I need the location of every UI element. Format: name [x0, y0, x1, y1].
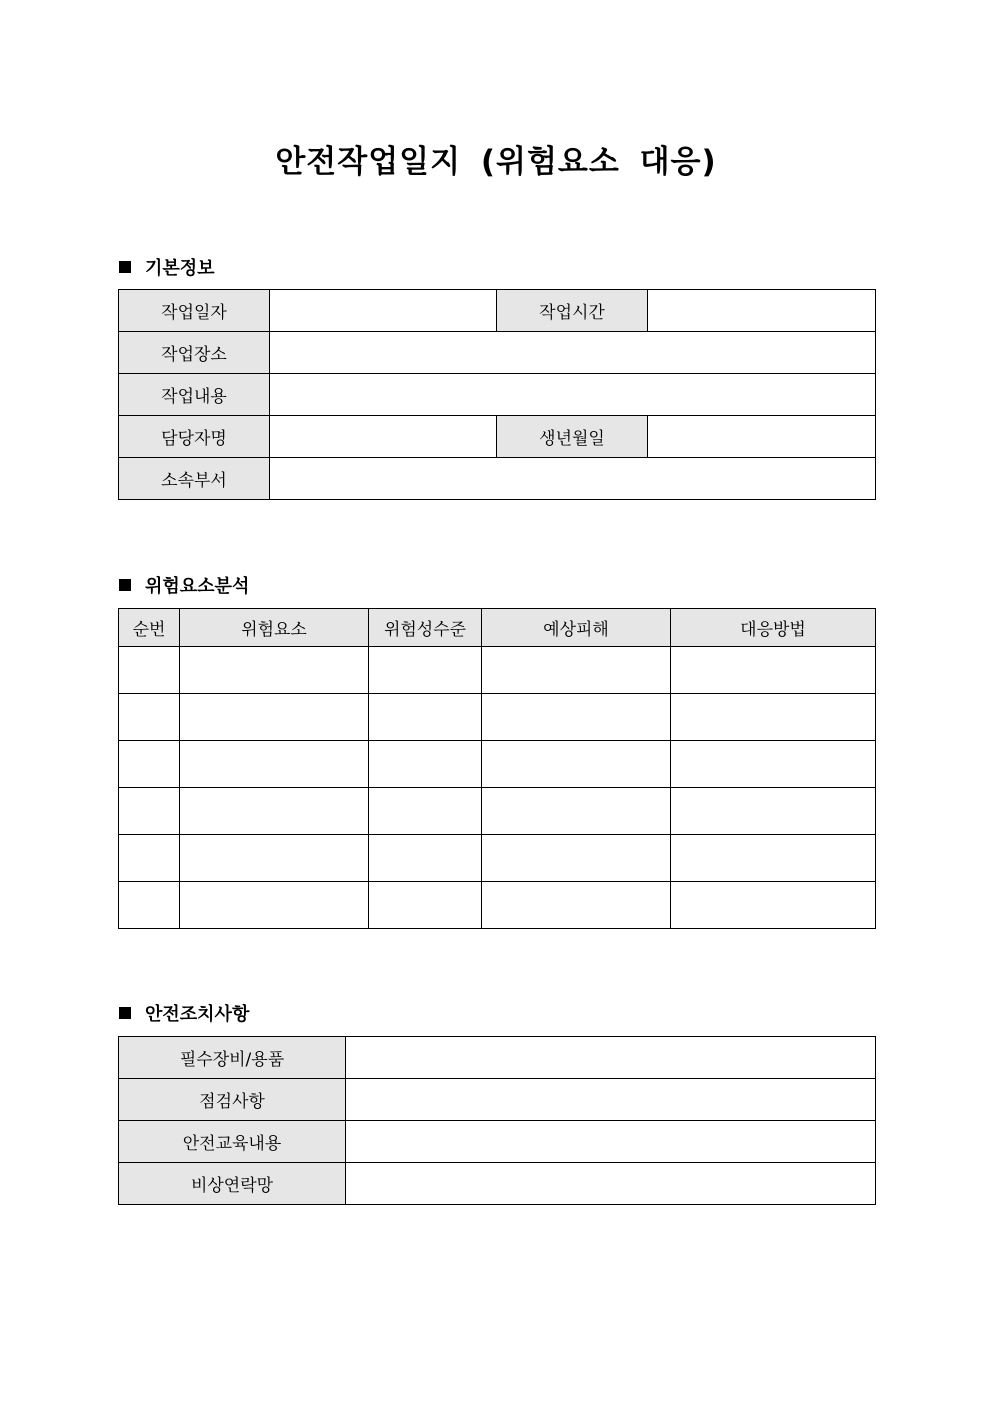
section-heading-hazard: [119, 572, 249, 598]
work-content-label: 작업내용: [119, 374, 270, 416]
table-cell[interactable]: [671, 694, 876, 741]
work-date-field[interactable]: [270, 290, 497, 332]
table-cell[interactable]: [671, 835, 876, 882]
square-bullet-icon: [119, 579, 131, 591]
table-cell[interactable]: [482, 788, 671, 835]
table-cell[interactable]: [369, 647, 482, 694]
table-header-row: [119, 609, 876, 647]
section-heading-basic: [119, 254, 215, 280]
table-cell[interactable]: [119, 835, 180, 882]
work-place-field[interactable]: [270, 332, 876, 374]
table-cell[interactable]: [482, 835, 671, 882]
table-cell[interactable]: [482, 882, 671, 929]
table-cell[interactable]: [671, 647, 876, 694]
table-cell[interactable]: [180, 788, 369, 835]
table-cell[interactable]: [180, 647, 369, 694]
required-equipment-label: 필수장비/용품: [119, 1037, 346, 1079]
department-label: 소속부서: [119, 458, 270, 500]
table-row: [119, 788, 876, 835]
table-row: [119, 882, 876, 929]
table-row: [119, 741, 876, 788]
table-cell[interactable]: [482, 694, 671, 741]
work-time-label: 작업시간: [497, 290, 648, 332]
table-cell[interactable]: [119, 647, 180, 694]
square-bullet-icon: [119, 1007, 131, 1019]
table-row: [119, 1163, 876, 1205]
column-header-response: 대응방법: [671, 609, 876, 647]
table-cell[interactable]: [180, 741, 369, 788]
emergency-contact-field[interactable]: [346, 1163, 876, 1205]
page-title: 안전작업일지 (위험요소 대응): [275, 144, 717, 180]
table-cell[interactable]: [119, 741, 180, 788]
section-heading-label: 안전조치사항: [145, 1004, 250, 1025]
safety-training-field[interactable]: [346, 1121, 876, 1163]
column-header-risk-level: 위험성수준: [369, 609, 482, 647]
column-header-expected-damage: 예상피해: [482, 609, 671, 647]
table-row: [119, 1037, 876, 1079]
table-cell[interactable]: [119, 882, 180, 929]
table-cell[interactable]: [119, 694, 180, 741]
safety-measures-table: [118, 1036, 876, 1205]
section-heading-label: 기본정보: [145, 258, 215, 279]
inspection-items-label: 점검사항: [119, 1079, 346, 1121]
safety-training-label: 안전교육내용: [119, 1121, 346, 1163]
table-cell[interactable]: [369, 694, 482, 741]
work-time-field[interactable]: [648, 290, 876, 332]
required-equipment-field[interactable]: [346, 1037, 876, 1079]
table-cell[interactable]: [671, 788, 876, 835]
basic-info-table: [118, 289, 876, 500]
table-row: [119, 290, 876, 332]
birth-date-field[interactable]: [648, 416, 876, 458]
column-header-no: 순번: [119, 609, 180, 647]
table-row: [119, 1079, 876, 1121]
table-cell[interactable]: [119, 788, 180, 835]
table-cell[interactable]: [671, 741, 876, 788]
table-row: [119, 647, 876, 694]
birth-date-label: 생년월일: [497, 416, 648, 458]
person-in-charge-field[interactable]: [270, 416, 497, 458]
inspection-items-field[interactable]: [346, 1079, 876, 1121]
table-cell[interactable]: [369, 882, 482, 929]
table-cell[interactable]: [369, 741, 482, 788]
table-cell[interactable]: [180, 835, 369, 882]
table-row: [119, 835, 876, 882]
column-header-hazard: 위험요소: [180, 609, 369, 647]
table-cell[interactable]: [369, 835, 482, 882]
person-in-charge-label: 담당자명: [119, 416, 270, 458]
table-cell[interactable]: [369, 788, 482, 835]
section-heading-measures: [119, 1000, 249, 1026]
work-place-label: 작업장소: [119, 332, 270, 374]
table-row: [119, 374, 876, 416]
table-cell[interactable]: [180, 882, 369, 929]
table-row: [119, 458, 876, 500]
table-cell[interactable]: [482, 647, 671, 694]
section-heading-label: 위험요소분석: [145, 576, 250, 597]
table-row: [119, 1121, 876, 1163]
square-bullet-icon: [119, 261, 131, 273]
table-cell[interactable]: [180, 694, 369, 741]
hazard-analysis-table: [118, 608, 876, 929]
department-field[interactable]: [270, 458, 876, 500]
table-row: [119, 694, 876, 741]
work-content-field[interactable]: [270, 374, 876, 416]
table-row: [119, 332, 876, 374]
table-row: [119, 416, 876, 458]
table-cell[interactable]: [671, 882, 876, 929]
table-cell[interactable]: [482, 741, 671, 788]
work-date-label: 작업일자: [119, 290, 270, 332]
emergency-contact-label: 비상연락망: [119, 1163, 346, 1205]
